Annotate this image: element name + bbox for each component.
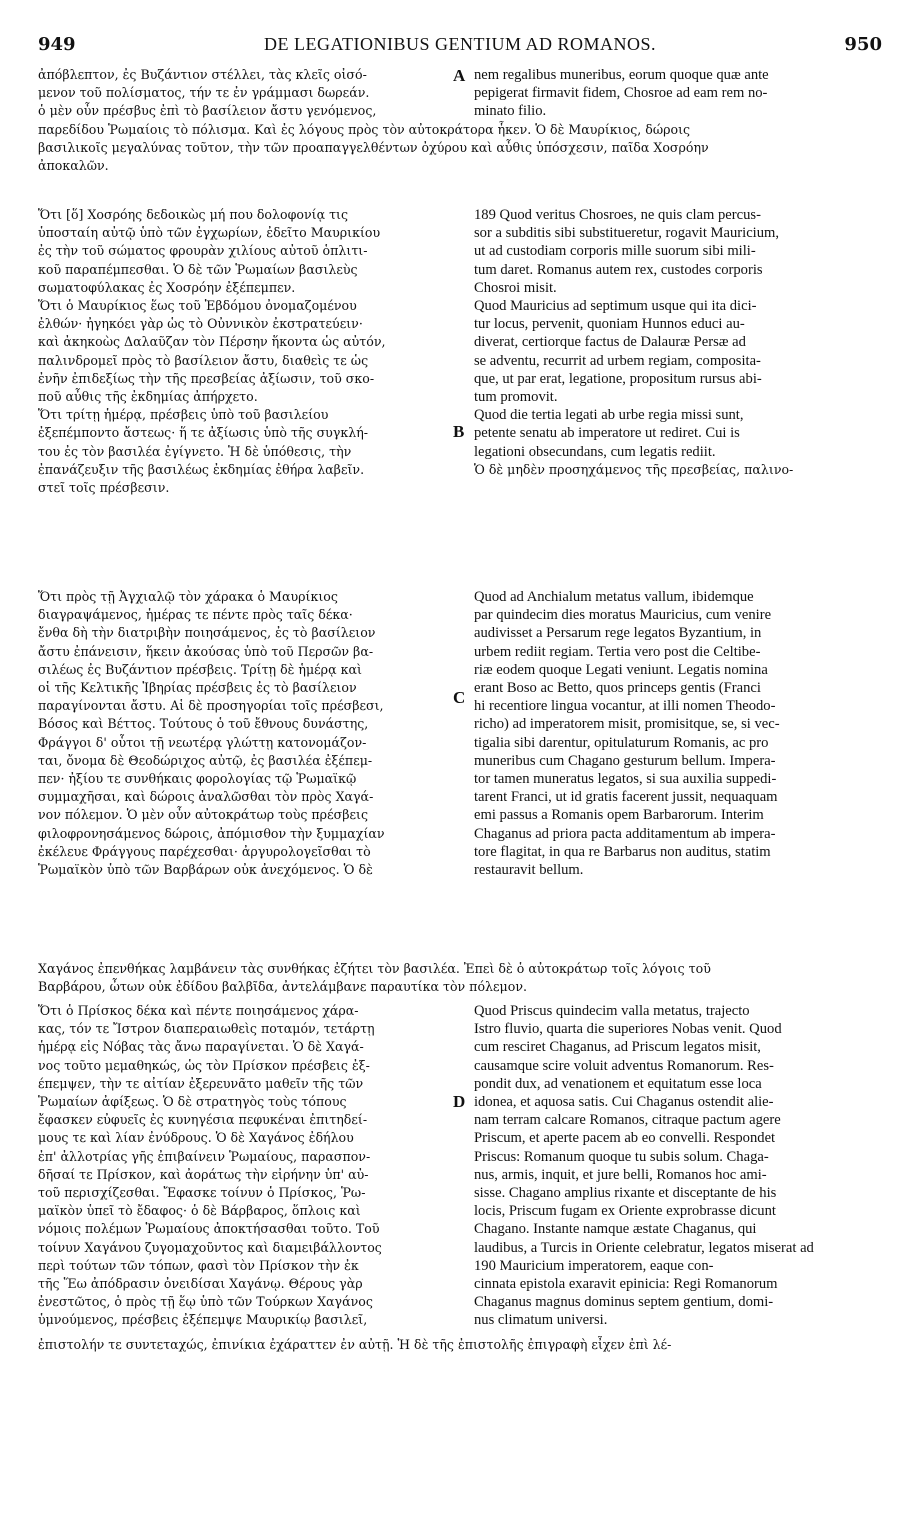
- text-line: sor a subditis sibi substitueretur, rogavit Mauricium,: [474, 225, 780, 242]
- text-line: καὶ ἀκηκοὼς Δαλαῦζαν τὸν Πέρσην ἥκοντα ὡς αὐτόν,: [38, 334, 386, 350]
- text-line: τοῦ περισχίζεσθαι. Ἔφασκε τοίνυν ὁ Πρίσκος, Ῥω-: [38, 1185, 366, 1201]
- text-line: ποῦ αὖθις τῆς ἐκδημίας ἀπήρχετο.: [38, 389, 258, 405]
- greek-column-block4: [38, 1002, 458, 1330]
- text-line: στεῖ τοῖς πρέσβεσιν.: [38, 480, 170, 496]
- text-line: κοῦ παραπέμπεσθαι. Ὁ δὲ τῶν Ῥωμαίων βασιλεὺς: [38, 261, 358, 277]
- text-line: ἐλθών· ἠγηκόει γὰρ ὡς τὸ Οὐννικὸν ἐκστρατεύειν·: [38, 316, 363, 332]
- text-line: que, ut par erat, legatione, propositum rursus abi-: [474, 370, 762, 387]
- margin-marker-a: A: [453, 66, 466, 85]
- text-line: Quod die tertia legati ab urbe regia missi sunt,: [474, 407, 744, 424]
- text-line: Istro fluvio, quarta die superiores Nobas venit. Quod: [474, 1021, 782, 1038]
- text-line: petente senatu ab imperatore ut rediret. Cui is: [474, 425, 740, 442]
- text-line: ἐπανάζευξιν τῆς βασιλέως ἐκδημίας ἐθήρα λαβεῖν.: [38, 461, 365, 477]
- text-line: συμμαχῆσαι, καὶ δώροις ἀναλῶσθαι τὸν πρὸς Χαγά-: [38, 789, 374, 805]
- full-width-block2: [38, 960, 884, 996]
- text-line: Quod ad Anchialum metatus vallum, ibidemque: [474, 589, 754, 605]
- text-line: Chagano. Instante namque æstate Chaganus, qui: [474, 1221, 757, 1238]
- text-line: ται, ὄνομα δὲ Θεοδώριχος αὐτῷ, ἐς βασιλέα ἐξέπεμ-: [38, 752, 373, 768]
- full-width-block3: [38, 1336, 884, 1354]
- text-line: ἐκέλευε Φράγγους παρέχεσθαι· ἀργυρολογεῖσθαι τὸ: [38, 843, 371, 859]
- text-line: Chaganus magnus dominus septem gentium, domi-: [474, 1294, 774, 1311]
- greek-column-block2: [38, 206, 458, 497]
- text-line: σιλέως ἐς Βυζάντιον πρέσβεις. Τρίτῃ δὲ ἡμέρᾳ καὶ: [38, 661, 362, 677]
- text-line: δῆσαί τε Πρίσκον, καὶ ἀοράτως τὴν εἰρήνην ὑπ' αὐ-: [38, 1166, 369, 1182]
- text-line: σωματοφύλακας ἐς Χοσρόην ἐξέπεμπεν.: [38, 279, 296, 295]
- text-line: νον πόλεμον. Ὁ μὲν οὖν αὐτοκράτωρ τοὺς πρέσβεις: [38, 807, 369, 823]
- text-line: ἐς τὴν τοῦ σώματος φρουρὰν χιλίους αὐτοῦ ὁπλιτι-: [38, 243, 368, 259]
- greek-column-block3: [38, 588, 458, 879]
- text-line: 189 Quod veritus Chosroes, ne quis clam percus-: [474, 207, 761, 223]
- text-line: locis, Priscum fugam ex Oriente exprobrasse dicunt: [474, 1203, 776, 1220]
- text-line: παλινδρομεῖ πρὸς τὸ βασίλειον ἄστυ, διαθεὶς τε ὡς: [38, 352, 369, 368]
- text-line: legationi obsecundans, cum legatis rediit.: [474, 443, 716, 460]
- text-line: ἔφασκεν εὐφυεῖς ἐς κυνηγέσια πεφυκέναι ἐπιτηδεί-: [38, 1112, 368, 1128]
- text-line: pepigerat firmavit fidem, Chosroe ad eam rem no-: [474, 85, 768, 102]
- text-line: cinnata epistola exaravit epinicia: Regi Romanorum: [474, 1276, 778, 1293]
- text-line: ἐπιστολήν τε συντεταχώς, ἐπινίκια ἐχάραττεν ἐν αὐτῇ. Ἡ δὲ τῆς ἐπιστολῆς ἐπιγραφὴ εἶχεν ἐπὶ λέ-: [38, 1337, 672, 1352]
- text-line: Chaganus ad priora pacta additamentum ab impera-: [474, 825, 776, 842]
- text-line: tum promovit.: [474, 389, 558, 406]
- text-line: τῆς Ἕω ἀπόδρασιν ὀνειδίσαι Χαγάνῳ. Θέρους γὰρ: [38, 1276, 363, 1292]
- text-line: emi passus a Romanis opem Barbarorum. Interim: [474, 807, 764, 824]
- text-line: νος τοῦτο μεμαθηκώς, ὡς τὸν Πρίσκον πρέσβεις ἐξ-: [38, 1057, 370, 1073]
- text-line: φιλοφρονησάμενος δώροις, ἀπόμισθον τὴν ξυμμαχίαν: [38, 825, 385, 841]
- text-line: par quindecim dies moratus Mauricius, cum venire: [474, 607, 772, 624]
- text-line: diverat, certiorque factus de Dalauræ Persæ ad: [474, 334, 746, 351]
- text-line: Ὅτι τρίτῃ ἡμέρᾳ, πρέσβεις ὑπὸ τοῦ βασιλείου: [38, 407, 329, 423]
- text-line: minato filio.: [474, 103, 547, 120]
- text-line: Ὅτι ὁ Μαυρίκιος ἕως τοῦ Ἑβδόμου ὀνομαζομένου: [38, 298, 357, 314]
- text-line: παραγίνονται ἄστυ. Αἱ δὲ προσηγορίαι τοῖς πρέσβεσι,: [38, 698, 384, 714]
- text-line: tarent Franci, ut id gratis facerent jussit, nequaquam: [474, 789, 778, 806]
- text-line: ὑποσταίη αὐτῷ ὑπὸ τῶν ἐγχωρίων, ἐδεῖτο Μαυρικίου: [38, 225, 381, 241]
- text-line: ἀπόβλεπτον, ἐς Βυζάντιον στέλλει, τὰς κλεῖς οἰσό-: [38, 67, 367, 82]
- running-title: DE LEGATIONIBUS GENTIUM AD ROMANOS.: [264, 34, 656, 54]
- text-line: Ὅτι πρὸς τῇ Ἀγχιαλῷ τὸν χάρακα ὁ Μαυρίκιος: [38, 589, 338, 604]
- text-line: Quod Priscus quindecim valla metatus, trajecto: [474, 1003, 750, 1019]
- greek-column-block1: [38, 66, 458, 121]
- text-line: urbem rediit regiam. Tertia vero post die Celtibe-: [474, 643, 761, 660]
- text-line: tum daret. Romanus autem rex, custodes corporis: [474, 261, 763, 278]
- right-page-number: 950: [844, 34, 882, 55]
- text-line: μαϊκὸν ὑπεῖ τὸ ἔδαφος· ὁ δὲ Βάρβαρος, ὅπλοις καὶ: [38, 1203, 361, 1219]
- text-line: cum resciret Chaganus, ad Priscum legatos misit,: [474, 1039, 761, 1056]
- text-line: richo) ad imperatorem misit, promisitque, se, si vec-: [474, 716, 780, 733]
- text-line: Ὁ δὲ μηδὲν προσηχάμενος τῆς πρεσβείας, παλινο-: [474, 461, 794, 477]
- text-line: διαγραψάμενος, ἡμέρας τε πέντε πρὸς ταῖς δέκα·: [38, 607, 353, 623]
- text-line: ἐνεστῶτος, ὁ πρὸς τῇ ἕῳ ὑπὸ τῶν Τούρκων Χαγάνος: [38, 1294, 373, 1310]
- text-line: tore flagitat, in qua re Barbarus non auditus, statim: [474, 843, 771, 860]
- text-line: Ὅτι ὁ Πρίσκος δέκα καὶ πέντε ποιησάμενος χάρα-: [38, 1003, 359, 1018]
- text-line: nam terram calcare Romanos, citraque pactum agere: [474, 1112, 781, 1129]
- latin-column-block4: [474, 1002, 884, 1330]
- text-line: hi recentiore lingua vocantur, at illi nomen Theodo-: [474, 698, 776, 715]
- text-line: 190 Mauricium imperatorem, eaque con-: [474, 1257, 714, 1274]
- text-line: Ῥωμαϊκὸν ὑπὸ τῶν Βαρβάρων οὐκ ἀνεχόμενος. Ὁ δὲ: [38, 862, 373, 878]
- page-header: [0, 34, 920, 62]
- text-line: audivisset a Persarum rege legatos Byzantium, in: [474, 625, 762, 642]
- text-line: causamque scire voluit adventus Romanorum. Res-: [474, 1057, 774, 1074]
- text-line: nem regalibus muneribus, eorum quoque quæ ante: [474, 67, 769, 83]
- text-line: Βόσος καὶ Βέττος. Τούτους ὁ τοῦ ἔθνους δυνάστης,: [38, 716, 369, 732]
- text-line: έπεμψεν, τὴν τε αἰτίαν ἐξερευνᾶτο μαθεῖν τῆς τῶν: [38, 1075, 364, 1091]
- text-line: ἐπ' ἀλλοτρίας γῆς ἐπιβαίνειν Ῥωμαίους, παρασπον-: [38, 1148, 371, 1164]
- text-line: ut ad custodiam corporis mille suorum sibi mili-: [474, 243, 756, 260]
- text-line: τοίνυν Χαγάνου ζυγομαχοῦντος καὶ διαμειβάλλοντος: [38, 1239, 382, 1255]
- text-line: pondit dux, ad venationem et equitatum esse loca: [474, 1075, 762, 1092]
- text-line: ἄστυ ἐπάνεισιν, ἥκειν ἀκούσας ὑπὸ τοῦ Περσῶν βα-: [38, 643, 374, 659]
- text-line: οἱ τῆς Κελτικῆς Ἰβηρίας πρέσβεις ἐς τὸ βασίλειον: [38, 680, 357, 696]
- text-line: παρεδίδου Ῥωμαίοις τὸ πόλισμα. Καὶ ἐς λόγους πρὸς τὸν αὐτοκράτορα ἧκεν. Ὁ δὲ Μαυρίκιος, δώροις: [38, 122, 691, 137]
- text-line: ἀποκαλῶν.: [38, 158, 109, 174]
- text-line: riæ eodem quoque Legati veniunt. Legatis nomina: [474, 661, 768, 678]
- text-line: Priscus: Romanum quoque tu subis solum. Chaga-: [474, 1148, 769, 1165]
- text-line: tor tamen muneratus legatos, si sua auxilia suppedi-: [474, 771, 777, 788]
- text-line: se adventu, recurrit ad urbem regiam, composita-: [474, 352, 761, 369]
- text-line: Ῥωμαίων ἀφίξεως. Ὁ δὲ στρατηγὸς τοὺς τόπους: [38, 1094, 347, 1110]
- margin-marker-b: B: [453, 422, 465, 441]
- text-line: tigalia sibi darentur, opitulaturum Romanis, ac pro: [474, 734, 769, 751]
- text-line: Βαρβάρου, ὦτων οὐκ ἐδίδου βαλβῖδα, ἀντελάμβανε παραυτίκα τὸν πόλεμον.: [38, 979, 527, 995]
- margin-marker-d: D: [453, 1092, 466, 1111]
- text-line: νόμοις πολέμων Ῥωμαίους ἀποκτήσασθαι τοῦτο. Τοῦ: [38, 1221, 380, 1237]
- text-line: ὑμνούμενος, πρέσβεις ἐξέπεμψε Μαυρικίῳ βασιλεῖ,: [38, 1312, 368, 1328]
- text-line: erant Boso ac Betto, quos princeps gentis (Franci: [474, 680, 761, 697]
- text-line: restauravit bellum.: [474, 862, 584, 879]
- latin-column-block2: [474, 206, 884, 479]
- text-line: Χαγάνος ἐπενθήκας λαμβάνειν τὰς συνθήκας ἐζήτει τὸν βασιλέα. Ἐπεὶ δὲ ὁ αὐτοκράτωρ τοῖς λόγοις τοῦ: [38, 961, 711, 976]
- latin-column-block1: [474, 66, 884, 121]
- text-line: idonea, et aquosa satis. Cui Chaganus ostendit alie-: [474, 1094, 774, 1111]
- text-line: του ἐς τὸν βασιλέα ἐγίγνετο. Ἡ δὲ ὑπόθεσις, τὴν: [38, 443, 352, 459]
- full-width-block1: [38, 121, 884, 176]
- text-line: Chosroi misit.: [474, 279, 557, 296]
- text-line: ὁ μὲν οὖν πρέσβυς ἐπὶ τὸ βασίλειον ἄστυ γενόμενος,: [38, 103, 377, 119]
- text-line: πεν· ἠξίου τε συνθήκαις φορολογίας τῷ Ῥωμαϊκῷ: [38, 771, 357, 787]
- text-line: tur locus, pervenit, quoniam Hunnos educi au-: [474, 316, 745, 333]
- text-line: ἔνθα δὴ τὴν διατριβὴν ποιησάμενος, ἐς τὸ βασίλειον: [38, 625, 376, 641]
- text-line: κας, τόν τε Ἴστρον διαπεραιωθεὶς ποταμόν, τετάρτῃ: [38, 1021, 375, 1037]
- left-page-number: 949: [38, 34, 76, 55]
- text-line: μενον τοῦ πολίσματος, τήν τε ἐν γράμμασι δωρεάν.: [38, 85, 370, 101]
- latin-column-block3: [474, 588, 884, 879]
- text-line: βασιλικοῖς μεγαλύνας τοῦτον, τὴν τῶν προαπαγγελθέντων ὀχύρου καὶ αὖθις ὑπόσχεσιν, παῖδα Χοσρόην: [38, 140, 709, 156]
- text-line: muneribus cum Chagano gesturum bellum. Impera-: [474, 752, 776, 769]
- text-line: nus climatum universi.: [474, 1312, 608, 1329]
- text-line: Ὅτι [ὅ] Χοσρόης δεδοικὼς μή που δολοφονίᾳ τις: [38, 207, 349, 222]
- margin-marker-c: C: [453, 688, 466, 707]
- text-line: Φράγγοι δ' οὗτοι τῇ νεωτέρᾳ γλώττῃ κατονομάζον-: [38, 734, 367, 750]
- text-line: μους τε καὶ λίαν ἐνύδρους. Ὁ δὲ Χαγάνος ἐδήλου: [38, 1130, 354, 1146]
- text-line: ἐνῆν ἐπιδεξίως τὴν τῆς πρεσβείας ἀξίωσιν, τοῦ σκο-: [38, 370, 375, 386]
- text-line: Quod Mauricius ad septimum usque qui ita dici-: [474, 298, 757, 315]
- text-line: laudibus, a Turcis in Oriente celebratur, legatos miserat ad: [474, 1239, 814, 1256]
- text-line: nus, armis, inquit, et jure belli, Romanos hoc ami-: [474, 1166, 767, 1183]
- text-line: ἡμέρᾳ εἰς Νόβας τὰς ἄνω παραγίνεται. Ὁ δὲ Χαγά-: [38, 1039, 364, 1055]
- text-line: Priscum, et aperte pacem ab eo convelli. Respondet: [474, 1130, 776, 1147]
- text-line: sisse. Chagano amplius rixante et disceptante de his: [474, 1185, 777, 1202]
- text-line: περὶ τούτων τῶν τόπων, φασὶ τὸν Πρίσκον τὴν ἐκ: [38, 1257, 359, 1273]
- text-line: ἐξεπέμποντο ἄστεως· ἥ τε ἀξίωσις ὑπὸ τῆς συγκλή-: [38, 425, 368, 441]
